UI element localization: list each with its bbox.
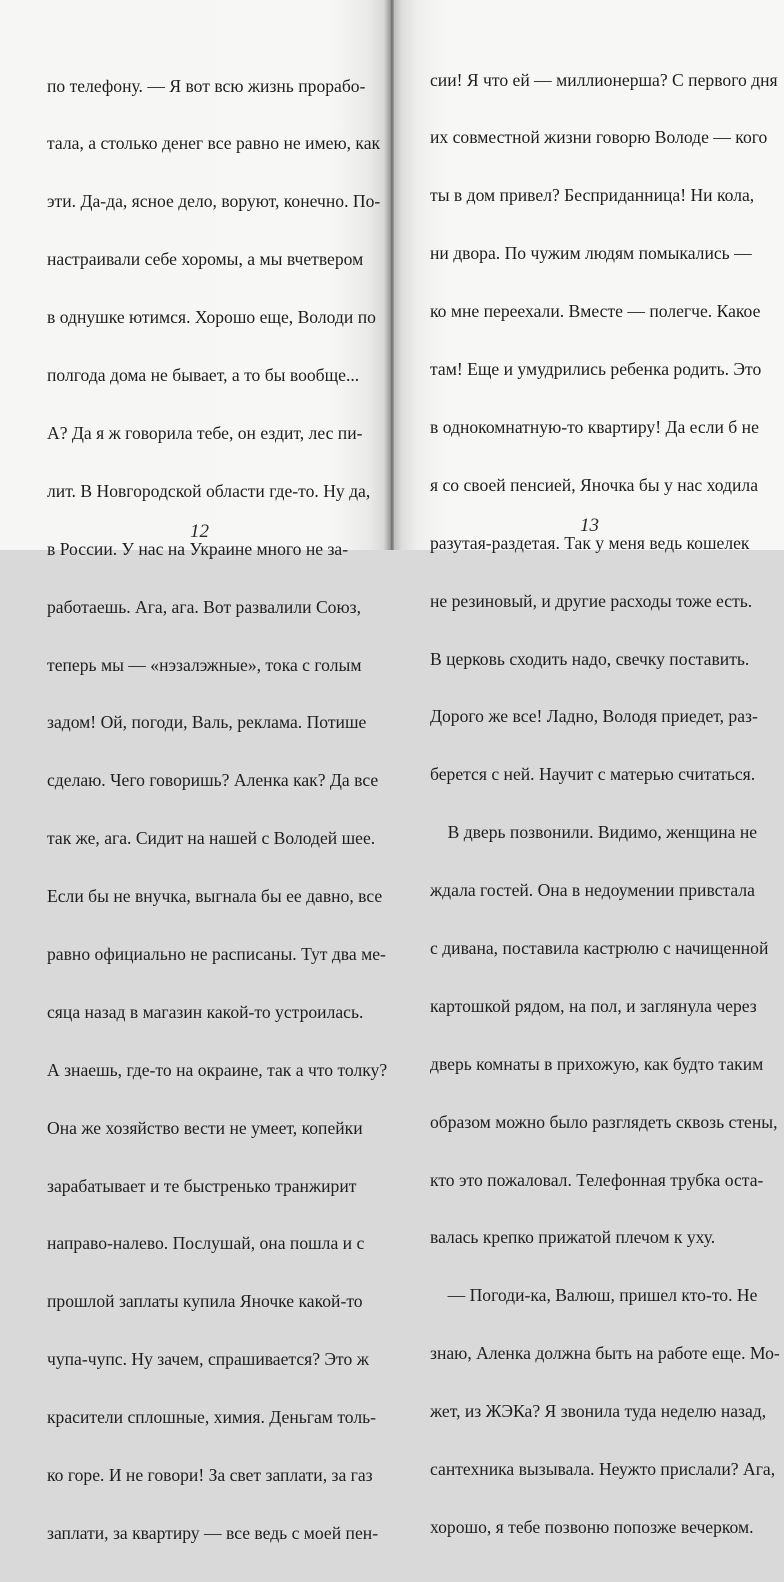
text-line: в однокомнатную-то квартиру! Да если б не (430, 416, 759, 437)
text-line: А? Да я ж говорила тебе, он ездит, лес пи- (47, 422, 363, 443)
text-line: А знаешь, где-то на окраине, так а что толку? (47, 1059, 388, 1080)
page-number-right: 13 (580, 515, 599, 536)
text-line: кто это пожаловал. Телефонная трубка оста- (430, 1169, 764, 1190)
text-line: зарабатывает и те быстренько транжирит (47, 1175, 357, 1196)
text-line: ждала гостей. Она в недоумении привстала (430, 880, 755, 901)
text-line: разутая-раздетая. Так у меня ведь кошелек (430, 532, 750, 553)
text-line: дверь комнаты в прихожую, как будто таким (430, 1053, 764, 1074)
text-line: работаешь. Ага, ага. Вот развалили Союз, (47, 596, 361, 617)
text-line: эти. Да-да, ясное дело, воруют, конечно. По- (47, 191, 381, 212)
text-line: настраивали себе хоромы, а мы вчетвером (47, 249, 364, 270)
text-line: берется с ней. Научит с матерью считаться. (430, 764, 756, 785)
text-line: сантехника вызывала. Неужто прислали? Ага, (430, 1458, 776, 1479)
text-line: Дорого же все! Ладно, Володя приедет, раз- (430, 706, 758, 727)
text-line: полгода дома не бывает, а то бы вообще... (47, 365, 360, 386)
text-line: жет, из ЖЭКа? Я звонила туда неделю назад, (430, 1401, 767, 1422)
text-line: хорошо, я тебе позвоню попозже вечерком. (430, 1516, 754, 1537)
right-page (394, 0, 784, 1537)
text-line: сии! Я что ей — миллионерша? С первого дня (430, 69, 778, 90)
text-line: — Погоди-ка, Валюш, пришел кто-то. Не (430, 1285, 758, 1306)
text-line: сделаю. Чего говоришь? Аленка как? Да все (47, 770, 379, 791)
right-page-text (430, 32, 780, 1576)
text-line: сяца назад в магазин какой-то устроилась. (47, 1001, 364, 1022)
text-line: теперь мы — «нэзалэжные», тока с голым (47, 654, 362, 675)
text-line: так же, ага. Сидит на нашей с Володей шее. (47, 828, 376, 849)
text-line: я со своей пенсией, Яночка бы у нас ходила (430, 474, 759, 495)
text-line: в России. У нас на Украине много не за- (47, 538, 349, 559)
text-line: ни двора. По чужим людям помыкались — (430, 243, 752, 264)
text-line: заплати, за квартиру — все ведь с моей пен- (47, 1522, 379, 1543)
text-line: знаю, Аленка должна быть на работе еще. Мо- (430, 1343, 780, 1364)
text-line: ко мне переехали. Вместе — полегче. Какое (430, 301, 761, 322)
text-line: образом можно было разглядеть сквозь стены, (430, 1111, 778, 1132)
text-line: с дивана, поставила кастрюлю с начищенной (430, 937, 769, 958)
text-line: валась крепко прижатой плечом к уху. (430, 1227, 716, 1248)
text-line: задом! Ой, погоди, Валь, реклама. Потише (47, 712, 367, 733)
text-line: В церковь сходить надо, свечку поставить. (430, 648, 750, 669)
text-line: тала, а столько денег все равно не имею, как (47, 133, 381, 154)
page-number-left: 12 (190, 521, 209, 542)
left-page-text (47, 38, 387, 1582)
text-line: Если бы не внучка, выгнала бы ее давно, все (47, 886, 383, 907)
text-line: чупа-чупс. Ну зачем, спрашивается? Это ж (47, 1349, 369, 1370)
text-line: в однушке ютимся. Хорошо еще, Володи по (47, 307, 376, 328)
text-line: равно официально не расписаны. Тут два ме- (47, 943, 386, 964)
text-line: там! Еще и умудрились ребенка родить. Это (430, 359, 762, 380)
text-line: их совместной жизни говорю Володе — кого (430, 127, 768, 148)
text-line: красители сплошные, химия. Деньгам толь- (47, 1407, 377, 1428)
text-line: Она же хозяйство вести не умеет, копейки (47, 1117, 363, 1138)
text-line: картошкой рядом, на пол, и заглянула через (430, 995, 757, 1016)
text-line: ко горе. И не говори! За свет заплати, за газ (47, 1464, 373, 1485)
text-line: лит. В Новгородской области где-то. Ну да, (47, 480, 371, 501)
text-line: В дверь позвонили. Видимо, женщина не (430, 822, 758, 843)
text-line: направо-налево. Послушай, она пошла и с (47, 1233, 365, 1254)
left-page (0, 0, 390, 1543)
text-line: прошлой заплаты купила Яночке какой-то (47, 1291, 363, 1312)
text-line: не резиновый, и другие расходы тоже есть. (430, 590, 753, 611)
text-line: по телефону. — Я вот всю жизнь прорабо- (47, 75, 366, 96)
text-line: ты в дом привел? Бесприданница! Ни кола, (430, 185, 755, 206)
